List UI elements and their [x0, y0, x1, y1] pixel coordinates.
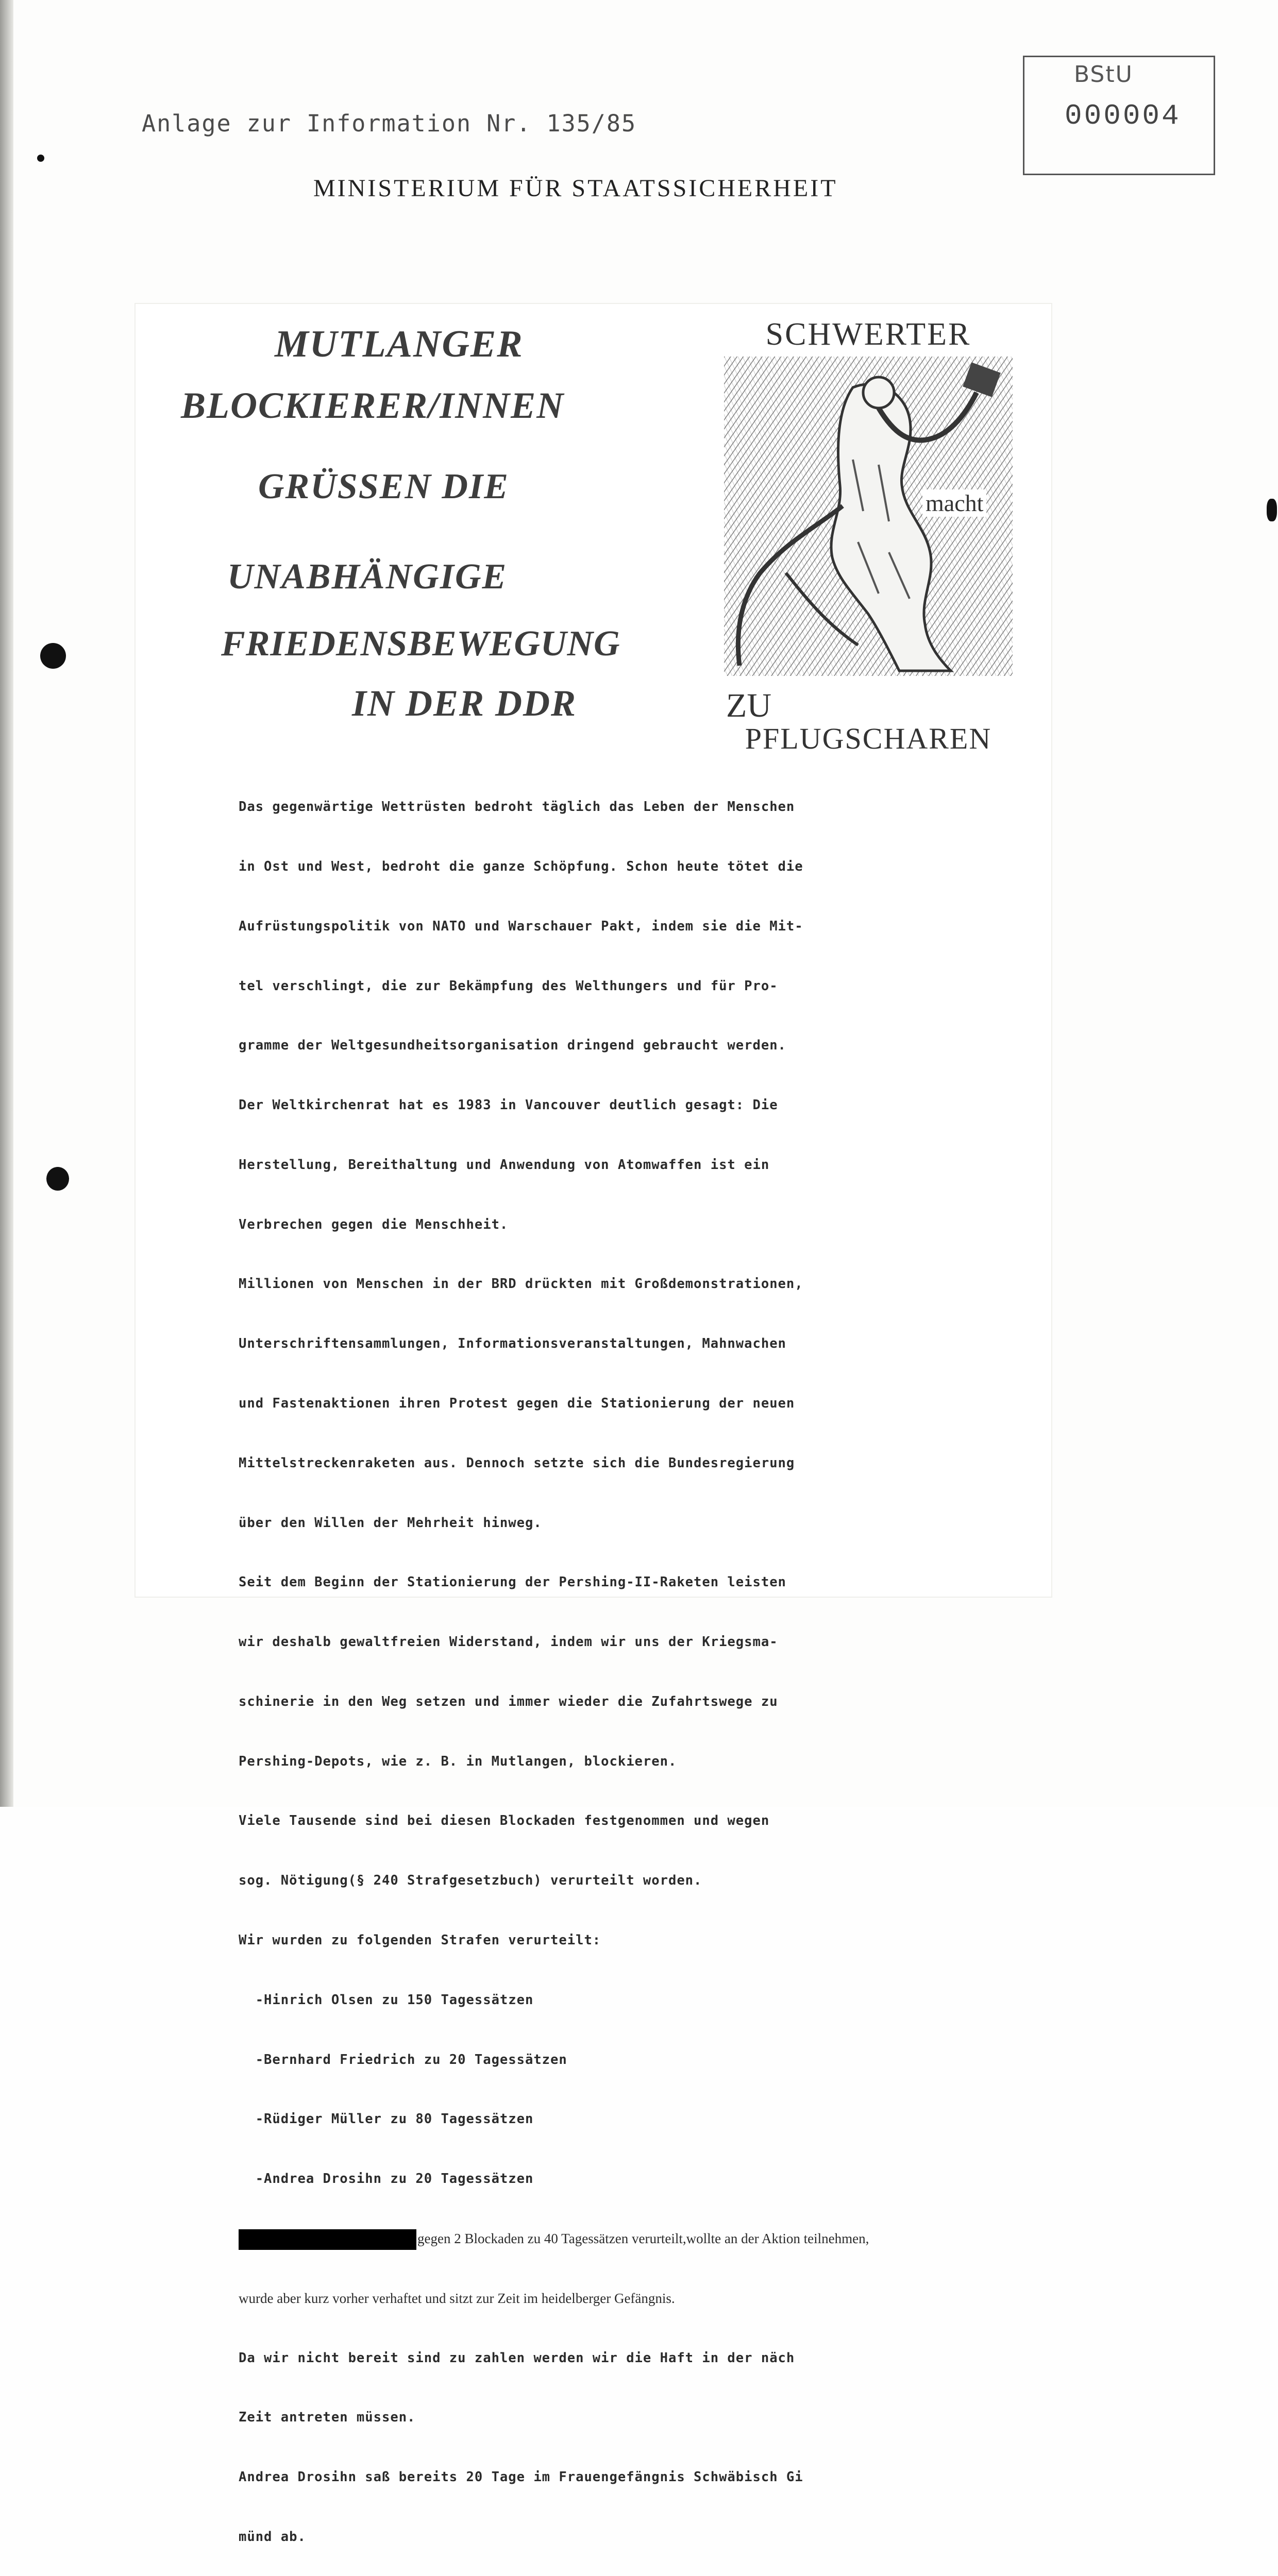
headline-line-4: UNABHÄNGIGE [227, 557, 508, 597]
headline-line-1: MUTLANGER [275, 323, 524, 365]
text-line: Zeit antreten müssen. [239, 2410, 416, 2426]
text-line: münd ab. [239, 2529, 306, 2545]
stamp-number: 000004 [1065, 99, 1181, 132]
handwritten-note-line [239, 2289, 1006, 2309]
ministry-heading: MINISTERIUM FÜR STAATSSICHERHEIT [313, 175, 838, 202]
text-line: Der Weltkirchenrat hat es 1983 in Vancouver deutlich gesagt: Die [239, 1097, 778, 1113]
headline-line-2: BLOCKIERER/INNEN [181, 385, 565, 426]
text-line: wir deshalb gewaltfreien Widerstand, indem wir uns der Kriegsma- [239, 1634, 778, 1650]
punch-hole-top [37, 155, 44, 162]
logo-top-text: SCHWERTER [765, 317, 971, 352]
headline-line-5: FRIEDENSBEWEGUNG [221, 624, 620, 664]
text-line: Unterschriftensammlungen, Informationsveranstaltungen, Mahnwachen [239, 1336, 786, 1352]
text-line: gramme der Weltgesundheitsorganisation dringend gebraucht werden. [239, 1038, 786, 1054]
text-line: Viele Tausende sind bei diesen Blockaden festgenommen und wegen [239, 1813, 770, 1829]
pasted-flyer [136, 304, 1051, 2545]
page-edge-shadow [0, 0, 13, 1807]
text-line: Verbrechen gegen die Menschheit. [239, 1216, 509, 1232]
text-line: Da wir nicht bereit sind zu zahlen werden wir die Haft in der näch [239, 2350, 795, 2366]
sentence-list-item: -Bernhard Friedrich zu 20 Tagessätzen [239, 2052, 567, 2067]
handwritten-note: gegen 2 Blockaden zu 40 Tagessätzen verurteilt,wollte an der Aktion teilnehmen, [417, 2230, 869, 2246]
sentence-list-item: -Andrea Drosihn zu 20 Tagessätzen [239, 2171, 534, 2187]
text-line: Mittelstreckenraketen aus. Dennoch setzte sich die Bundesregierung [239, 1455, 795, 1471]
text-line: Pershing-Depots, wie z. B. in Mutlangen, blockieren. [239, 1753, 677, 1769]
logo-zu-text: ZU [726, 687, 771, 724]
text-line: Aufrüstungspolitik von NATO und Warschauer Pakt, indem sie die Mit- [239, 918, 803, 934]
sentence-list-item: -Rüdiger Müller zu 80 Tagessätzen [239, 2111, 534, 2127]
text-line: Andrea Drosihn saß bereits 20 Tage im Frauengefängnis Schwäbisch Gi [239, 2469, 803, 2485]
headline-line-3: GRÜSSEN DIE [258, 467, 509, 506]
text-line: Millionen von Menschen in der BRD drückten mit Großdemonstrationen, [239, 1276, 803, 1292]
archive-stamp [1023, 56, 1215, 175]
stamp-label: BStU [1074, 61, 1133, 88]
sentence-list-item: -Hinrich Olsen zu 150 Tagessätzen [239, 1992, 534, 2008]
redaction-bar [239, 2229, 416, 2250]
logo-bottom-text: PFLUGSCHAREN [745, 722, 992, 755]
text-line: über den Willen der Mehrheit hinweg. [239, 1515, 542, 1531]
text-line: Seit dem Beginn der Stationierung der Pershing-II-Raketen leisten [239, 1574, 786, 1590]
text-line: und Fastenaktionen ihren Protest gegen die Stationierung der neuen [239, 1396, 795, 1411]
flyer-body-text [239, 757, 1006, 2576]
text-line: Das gegenwärtige Wettrüsten bedroht täglich das Leben der Menschen [239, 799, 795, 815]
handwritten-note-line [239, 2229, 1006, 2249]
text-line: in Ost und West, bedroht die ganze Schöpfung. Schon heute tötet die [239, 858, 803, 874]
handwritten-note-2: wurde aber kurz vorher verhaftet und sitzt zur Zeit im heidelberger Gefängnis. [239, 2290, 675, 2306]
text-line: sog. Nötigung(§ 240 Strafgesetzbuch) verurteilt worden. [239, 1873, 702, 1889]
schwerter-zu-pflugscharen-logo [719, 316, 1018, 756]
text-line: tel verschlingt, die zur Bekämpfung des Welthungers und für Pro- [239, 978, 778, 994]
punch-hole [46, 1167, 69, 1191]
logo-side-text: macht [922, 489, 986, 517]
punch-hole [40, 643, 66, 669]
punch-hole-right [1267, 499, 1277, 521]
text-line: Herstellung, Bereithaltung und Anwendung von Atomwaffen ist ein [239, 1157, 770, 1173]
text-line: schinerie in den Weg setzen und immer wieder die Zufahrtswege zu [239, 1693, 778, 1709]
text-line: Wir wurden zu folgenden Strafen verurteilt: [239, 1933, 601, 1948]
attachment-reference: Anlage zur Information Nr. 135/85 [142, 110, 637, 137]
headline-line-6: IN DER DDR [352, 683, 577, 724]
